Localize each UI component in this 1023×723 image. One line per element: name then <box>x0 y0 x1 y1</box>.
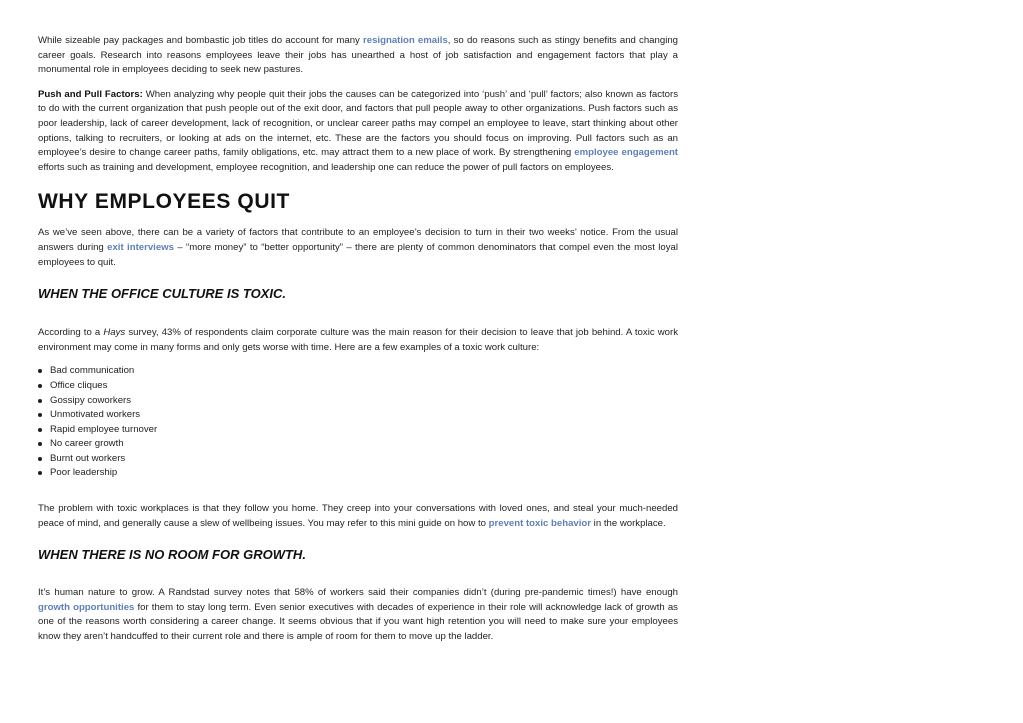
push-pull-paragraph: Push and Pull Factors: When analyzing why people quit their jobs the causes can be categorized into ‘push’ and ‘pull’ factors; also known as factors to do with the current organization that push people out of the exit door, and factors that pull people away to other organizations. Push factors such as poor leadership, lack of career development, lack of recognition, or unclear career paths may compel an employee to leave, start thinking about other options, talking to recruiters, or looking at ads on the internet, etc. These are the factors you should focus on improving. Pull factors such as an employee’s desire to change career paths, family obligations, etc. may attract them to a new place of work. By strengthening employee engagement efforts such as training and development, employee recognition, and leadership one can reduce the power of pull factors on employees. <box>38 88 679 173</box>
list-item: No career growth <box>38 437 678 452</box>
push-pull-label: Push and Pull Factors: <box>38 88 143 100</box>
section-heading-why-quit: WHY EMPLOYEES QUIT <box>38 190 290 214</box>
prevent-toxic-behavior-link[interactable]: prevent toxic behavior <box>488 517 592 529</box>
toxic-examples-list <box>38 364 678 481</box>
intro-paragraph: While sizeable pay packages and bombastic job titles do account for many resignation emails, so do reasons such as stingy benefits and changing career goals. Research into reasons employees leave their jobs has unearthed a host of job satisfaction and engagement factors that play a monumental role in employees deciding to seek new pastures. <box>38 35 678 76</box>
toxic-paragraph: According to a Hays survey, 43% of respondents claim corporate culture was the main reason for their decision to leave that job behind. A toxic work environment may come in many forms and only gets worse with time. Here are a few examples of a toxic work culture: <box>38 327 679 353</box>
list-item: Bad communication <box>38 364 678 379</box>
article-body <box>38 34 678 645</box>
list-item: Unmotivated workers <box>38 408 678 423</box>
growth-paragraph: It’s human nature to grow. A Randstad survey notes that 58% of workers said their companies didn’t (during pre-pandemic times!) have enough growth opportunities for them to stay long term. Even senior executives with decades of experience in their role will acknowledge lack of growth as one of the reasons worth considering a career change. It seems obvious that if you want high retention you will need to make sure your employees know they aren’t handcuffed to their current role and there is ample of room for them to move up the ladder. <box>38 587 678 643</box>
list-item: Burnt out workers <box>38 452 678 467</box>
growth-opportunities-link[interactable]: growth opportunities <box>38 601 135 613</box>
list-item: Office cliques <box>38 379 678 394</box>
why-quit-paragraph: As we’ve seen above, there can be a variety of factors that contribute to an employee’s decision to turn in their two weeks’ notice. From the usual answers during exit interviews – “more money” to “better opportunity” – there are plenty of common denominators that compel even the most loyal employees to quit. <box>38 227 678 268</box>
survey-source: Hays <box>103 327 126 339</box>
resignation-emails-link[interactable]: resignation emails <box>363 35 448 46</box>
list-item: Rapid employee turnover <box>38 423 678 438</box>
subheading-toxic-culture: WHEN THE OFFICE CULTURE IS TOXIC. <box>38 286 286 302</box>
subheading-no-growth: WHEN THERE IS NO ROOM FOR GROWTH. <box>38 547 306 563</box>
toxic-followup-paragraph: The problem with toxic workplaces is that they follow you home. They creep into your conversations with loved ones, and steal your much-needed peace of mind, and generally cause a slew of wellbeing issues. You may refer to this mini guide on how to prevent toxic behavior in the workplace. <box>38 503 678 529</box>
list-item: Gossipy coworkers <box>38 394 678 409</box>
employee-engagement-link[interactable]: employee engagement <box>574 147 679 159</box>
exit-interviews-link[interactable]: exit interviews <box>107 241 174 253</box>
list-item: Poor leadership <box>38 466 678 481</box>
